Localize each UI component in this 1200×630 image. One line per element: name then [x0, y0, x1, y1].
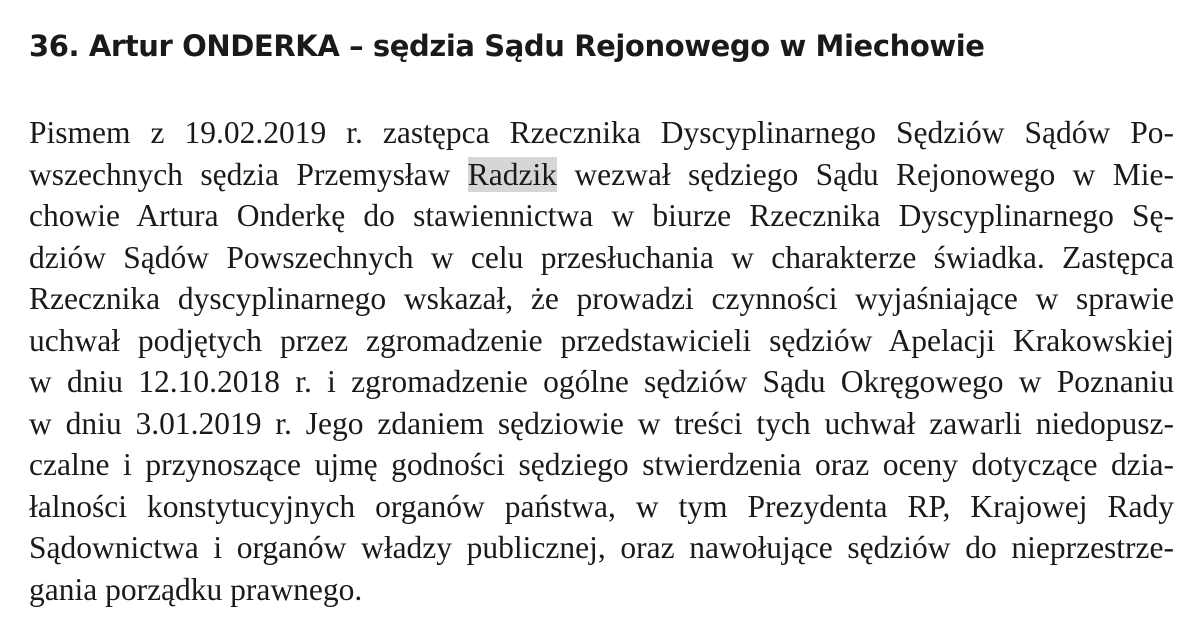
highlighted-word: Radzik [467, 156, 558, 192]
paragraph-line: w dniu 3.01.2019 r. Jego zdaniem sędziowie w treści tych uchwał zawarli niedopusz- [29, 405, 1174, 441]
paragraph-line-with-highlight [29, 154, 1174, 196]
paragraph-line-end: wezwał sędziego Sądu Rejonowego w Mie- [557, 156, 1174, 192]
paragraph-line: dziów Sądów Powszechnych w celu przesłuchania w charakterze świadka. Zastępca [29, 239, 1174, 275]
paragraph-line: w dniu 12.10.2018 r. i zgromadzenie ogólne sędziów Sądu Okręgowego w Poznaniu [29, 364, 1174, 399]
paragraph-line: łalności konstytucyjnych organów państwa, w tym Prezydenta RP, Krajowej Rady [29, 488, 1174, 524]
paragraph-line-start: wszechnych sędzia Przemysław [29, 156, 468, 192]
paragraph-line: uchwał podjętych przez zgromadzenie przedstawicieli sędziów Apelacji Krakowskiej [29, 322, 1174, 358]
section-heading: 36. Artur ONDERKA – sędzia Sądu Rejonowego w Miechowie [29, 29, 985, 63]
paragraph-line-last: gania porządku prawnego. [29, 571, 363, 607]
paragraph-line: chowie Artura Onderkę do stawiennictwa w biurze Rzecznika Dyscyplinarnego Sę- [29, 198, 1174, 233]
paragraph-line: Rzecznika dyscyplinarnego wskazał, że prowadzi czynności wyjaśniające w sprawie [29, 281, 1174, 316]
paragraph-line: Pismem z 19.02.2019 r. zastępca Rzecznika Dyscyplinarnego Sędziów Sądów Po- [29, 115, 1174, 150]
body-paragraph [29, 112, 1174, 610]
paragraph-line: czalne i przynoszące ujmę godności sędziego stwierdzenia oraz oceny dotyczące dzia- [29, 447, 1174, 482]
paragraph-line: Sądownictwa i organów władzy publicznej, oraz nawołujące sędziów do nieprzestrze- [29, 530, 1174, 565]
